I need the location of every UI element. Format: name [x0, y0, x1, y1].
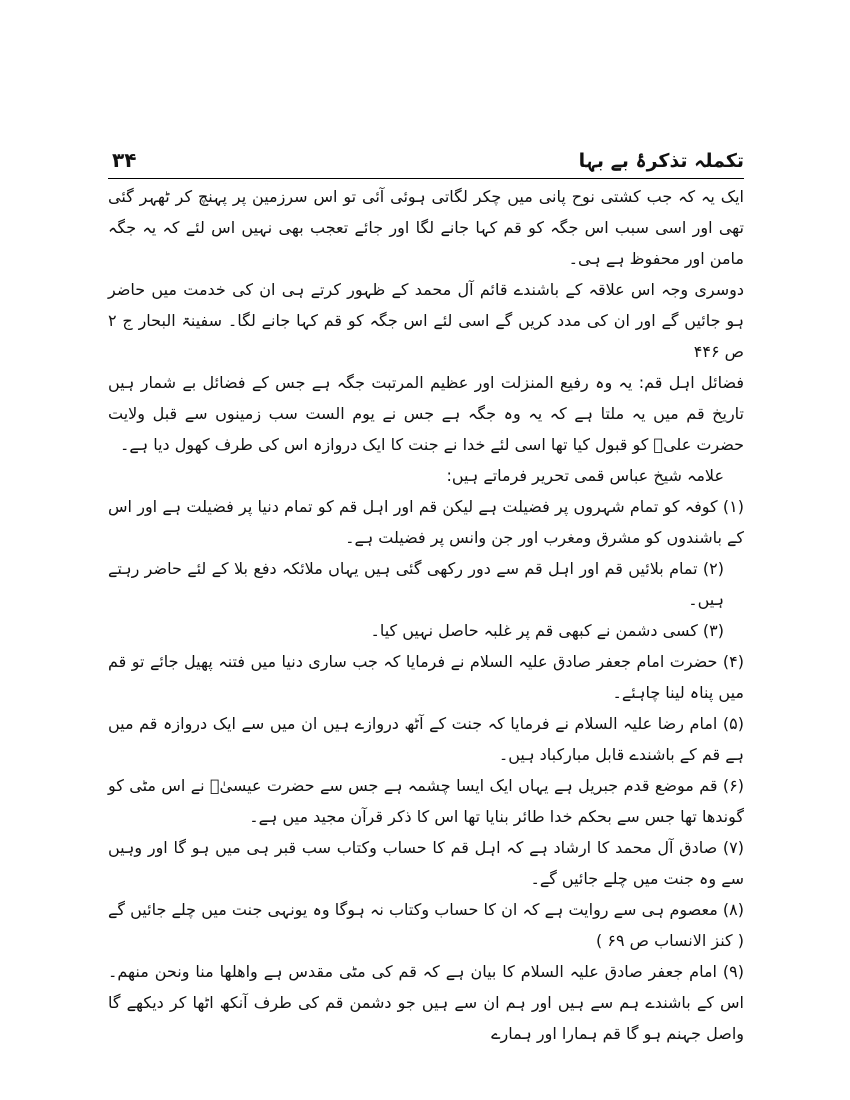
paragraph-second-reason: دوسری وجہ اس علاقہ کے باشندے قائم آل محمد کے ظہور کرتے ہی ان کی خدمت میں حاضر ہو جائیں گے اور ان کی مدد کریں گے اسی لئے اس جگہ کو قم کہا جانے لگا۔ سفینۃ البحار ج ۲ ص ۴۴۶	[108, 280, 744, 361]
list-item-4: (۴) حضرت امام جعفر صادق علیہ السلام نے فرمایا کہ جب ساری دنیا میں فتنہ پھیل جائے تو قم میں پناہ لینا چاہئے۔	[108, 652, 744, 702]
body-text	[108, 181, 744, 1049]
paragraph-noah-ark: ایک یہ کہ جب کشتی نوح پانی میں چکر لگاتی ہوئی آئی تو اس سرزمین پر پہنچ کر ٹھہر گئی تھی اور اسی سبب اس جگہ کو قم کہا جانے لگا اور جائے تعجب بھی نہیں اس لئے کہ یہ جگہ مامن اور محفوظ ہے ہی۔	[108, 187, 744, 268]
list-item-9: (۹) امام جعفر صادق علیہ السلام کا بیان ہے کہ قم کی مٹی مقدس ہے واھلھا منا ونحن منھم۔ اس کے باشندے ہم سے ہیں اور ہم ان سے ہیں جو دشمن قم کی طرف آنکھ اٹھا کر دیکھے گا واصل جہنم ہو گا قم ہمارا اور ہمارے	[108, 962, 744, 1043]
list-item-5: (۵) امام رضا علیہ السلام نے فرمایا کہ جنت کے آٹھ دروازے ہیں ان میں سے ایک دروازہ قم میں ہے قم کے باشندے قابل مبارکباد ہیں۔	[108, 714, 744, 764]
paragraph-virtues-heading: فضائل اہل قم: یہ وہ رفیع المنزلت اور عظیم المرتبت جگہ ہے جس کے فضائل بے شمار ہیں تاریخ قم میں یہ ملتا ہے کہ یہ وہ جگہ ہے جس نے یوم الست سب زمینوں سے قبل ولایت حضرت علیؑ کو قبول کیا تھا اسی لئے خدا نے جنت کا ایک دروازہ اس کی طرف کھول دیا ہے۔	[108, 373, 744, 454]
list-item-8: (۸) معصوم ہی سے روایت ہے کہ ان کا حساب وکتاب نہ ہوگا وہ یونہی جنت میں چلے جائیں گے ( کنز الانساب ص ۶۹ )	[108, 900, 744, 950]
list-item-7: (۷) صادق آل محمد کا ارشاد ہے کہ اہل قم کا حساب وکتاب سب قبر ہی میں ہو گا اور وہیں سے وہ جنت میں چلے جائیں گے۔	[108, 838, 744, 888]
list-item-3: (۳) کسی دشمن نے کبھی قم پر غلبہ حاصل نہیں کیا۔	[370, 621, 724, 640]
page-number: ۳۴	[112, 148, 137, 172]
paragraph-allama-quote: علامہ شیخ عباس قمی تحریر فرماتے ہیں:	[446, 466, 724, 485]
document-page	[108, 148, 744, 1068]
page-header	[108, 148, 744, 179]
list-item-1: (۱) کوفہ کو تمام شہروں پر فضیلت ہے لیکن قم اور اہل قم کو تمام دنیا پر فضیلت ہے اور اس کے باشندوں کو مشرق ومغرب اور جن وانس پر فضیلت ہے۔	[108, 497, 744, 547]
list-item-6: (۶) قم موضع قدم جبریل ہے یہاں ایک ایسا چشمہ ہے جس سے حضرت عیسیٰؑ نے اس مٹی کو گوندھا تھا جس سے بحکم خدا طائر بنایا تھا اس کا ذکر قرآن مجید میں ہے۔	[108, 776, 744, 826]
book-title: تکملہ تذکرۂ بے بہا	[578, 150, 744, 172]
list-item-2: (۲) تمام بلائیں قم اور اہل قم سے دور رکھی گئی ہیں یہاں ملائکہ دفع بلا کے لئے حاضر رہتے ہیں۔	[108, 559, 724, 609]
